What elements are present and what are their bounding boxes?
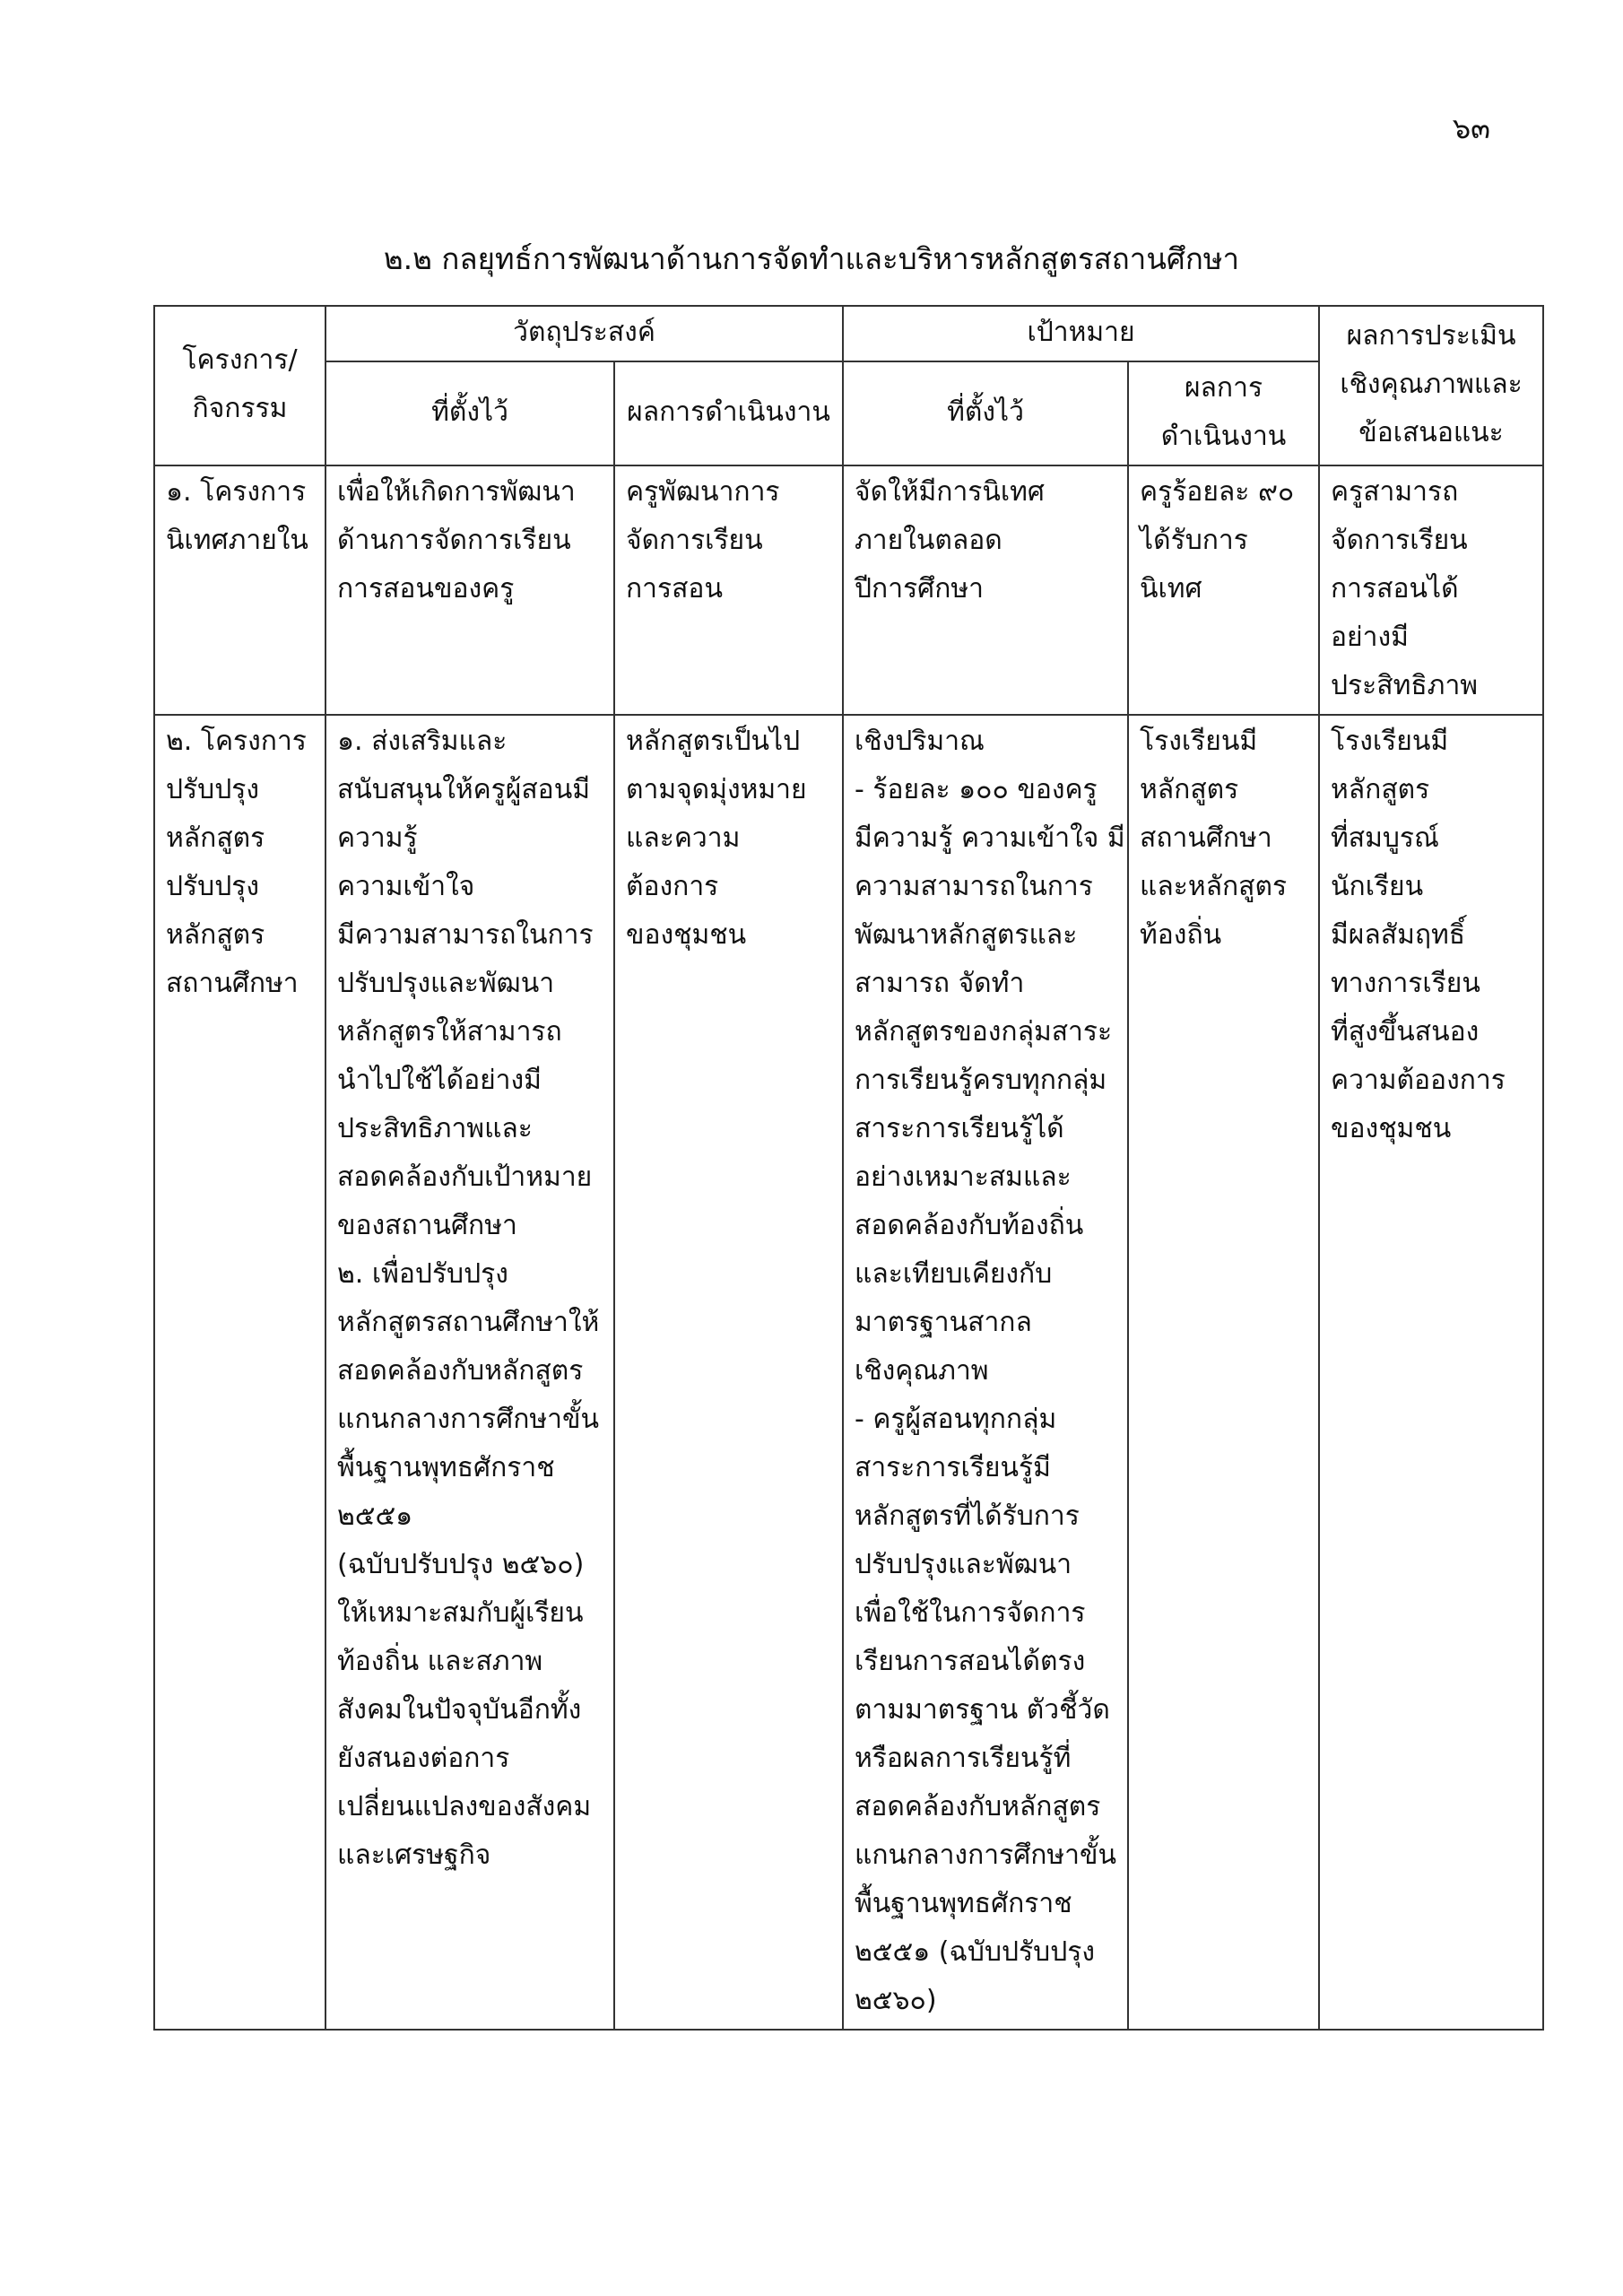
header-objective-result: ผลการดำเนินงาน [614, 361, 843, 465]
objective-set-cell-line: นำไปใช้ได้อย่างมี [337, 1065, 542, 1096]
target-set-cell-line: จัดให้มีการนิเทศ [855, 476, 1045, 508]
project-cell-line: หลักสูตร [166, 822, 265, 854]
objective-set-cell-line: เปลี่ยนแปลงของสังคม [337, 1791, 592, 1822]
table-row [154, 715, 1543, 2030]
target-set-cell-line: ความสามารถในการ [855, 871, 1093, 902]
target-set-cell-line: แกนกลางการศึกษาขั้น [855, 1839, 1117, 1871]
objective-set-cell-line: ๑. ส่งเสริมและ [337, 726, 508, 757]
evaluation-cell-line: ที่สูงขึ้นสนอง [1331, 1016, 1480, 1048]
project-cell-line: ปรับปรุง [166, 774, 260, 805]
objective-set-cell-line: ความรู้ [337, 822, 418, 854]
target-set-cell [843, 465, 1128, 715]
evaluation-cell-line: อย่างมี [1331, 622, 1409, 653]
header-row-1 [154, 306, 1543, 361]
target-set-cell-line: และเทียบเคียงกับ [855, 1258, 1053, 1290]
header-target-set: ที่ตั้งไว้ [843, 361, 1128, 465]
evaluation-cell-line: ประสิทธิภาพ [1331, 670, 1479, 701]
target-result-cell-line: โรงเรียนมี [1140, 726, 1258, 757]
evaluation-cell [1319, 465, 1543, 715]
header-target-result-line: ผลการ [1184, 372, 1263, 404]
target-set-cell-line: หลักสูตรของกลุ่มสาระ [855, 1016, 1113, 1048]
objective-set-cell-line: เพื่อให้เกิดการพัฒนา [337, 476, 576, 508]
header-objective-set: ที่ตั้งไว้ [325, 361, 614, 465]
header-project-line: โครงการ/ [182, 344, 298, 376]
project-cell [154, 465, 325, 715]
section-title: ๒.๒ กลยุทธ์การพัฒนาด้านการจัดทำและบริหารหลักสูตรสถานศึกษา [383, 241, 1240, 276]
target-set-cell-line: ภายในตลอด [855, 525, 1002, 556]
objective-result-cell-line: และความ [626, 822, 741, 854]
header-project-line: กิจกรรม [192, 393, 288, 424]
header-evaluation-line: ข้อเสนอแนะ [1358, 417, 1504, 448]
objective-set-cell-line: ความเข้าใจ [337, 871, 475, 902]
objective-result-cell-line: จัดการเรียน [626, 525, 763, 556]
objective-set-cell-line: พื้นฐานพุทธศักราช [337, 1452, 555, 1483]
evaluation-cell-line: การสอนได้ [1331, 573, 1459, 604]
evaluation-cell [1319, 715, 1543, 2030]
evaluation-cell-line: มีผลสัมฤทธิ์ [1331, 919, 1466, 951]
project-cell-line: ๑. โครงการ [166, 476, 307, 508]
target-set-cell-line: เชิงคุณภาพ [855, 1355, 989, 1387]
objective-set-cell-line: ของสถานศึกษา [337, 1210, 517, 1241]
objective-set-cell-line: สอดคล้องกับหลักสูตร [337, 1355, 584, 1387]
objective-set-cell-line: สนับสนุนให้ครูผู้สอนมี [337, 774, 590, 805]
header-target-result-line: ดำเนินงาน [1160, 421, 1287, 452]
evaluation-cell-line: หลักสูตร [1331, 774, 1430, 805]
target-set-cell-line: หรือผลการเรียนรู้ที่ [855, 1743, 1072, 1774]
objective-result-cell-line: ตามจุดมุ่งหมาย [626, 774, 807, 805]
target-set-cell-line: เรียนการสอนได้ตรง [855, 1646, 1086, 1677]
evaluation-cell-line: ที่สมบูรณ์ [1331, 822, 1439, 854]
objective-set-cell-line: มีความสามารถในการ [337, 919, 594, 951]
target-result-cell-line: สถานศึกษา [1140, 822, 1272, 854]
target-result-cell-line: หลักสูตร [1140, 774, 1239, 805]
objective-set-cell [325, 465, 614, 715]
evaluation-cell-line: จัดการเรียน [1331, 525, 1468, 556]
target-result-cell-line: ได้รับการ [1140, 525, 1248, 556]
table-row [154, 465, 1543, 715]
project-cell-line: สถานศึกษา [166, 968, 299, 999]
target-set-cell-line: สอดคล้องกับหลักสูตร [855, 1791, 1101, 1822]
target-set-cell-line: ตามมาตรฐาน ตัวชี้วัด [855, 1694, 1110, 1726]
objective-result-cell-line: ต้องการ [626, 871, 719, 902]
target-set-cell-line: การเรียนรู้ครบทุกกลุ่ม [855, 1065, 1107, 1096]
project-cell-line: หลักสูตร [166, 919, 265, 951]
evaluation-cell-line: โรงเรียนมี [1331, 726, 1449, 757]
target-set-cell-line: เพื่อใช้ในการจัดการ [855, 1597, 1086, 1629]
objective-set-cell-line: หลักสูตรให้สามารถ [337, 1016, 562, 1048]
target-set-cell-line: สอดคล้องกับท้องถิ่น [855, 1210, 1084, 1241]
evaluation-cell-line: นักเรียน [1331, 871, 1424, 902]
objective-result-cell-line: ของชุมชน [626, 919, 747, 951]
target-set-cell-line: เชิงปริมาณ [855, 726, 985, 757]
target-set-cell-line: มาตรฐานสากล [855, 1307, 1032, 1338]
target-result-cell-line: และหลักสูตร [1140, 871, 1288, 902]
objective-result-cell [614, 715, 843, 2030]
project-cell [154, 715, 325, 2030]
target-result-cell-line: นิเทศ [1140, 573, 1202, 604]
target-set-cell-line: ๒๕๕๑ (ฉบับปรับปรุง [855, 1936, 1096, 1968]
target-result-cell [1128, 465, 1319, 715]
target-result-cell-line: ครูร้อยละ ๙๐ [1140, 476, 1295, 508]
target-set-cell-line: มีความรู้ ความเข้าใจ มี [855, 822, 1125, 854]
header-objective-group: วัตถุประสงค์ [325, 306, 843, 361]
target-set-cell-line: พื้นฐานพุทธศักราช [855, 1888, 1072, 1919]
evaluation-cell-line: ความต้อองการ [1331, 1065, 1506, 1096]
strategy-table [153, 305, 1544, 2031]
header-evaluation-line: เชิงคุณภาพและ [1340, 369, 1523, 400]
objective-set-cell-line: สอดคล้องกับเป้าหมาย [337, 1161, 593, 1193]
target-set-cell-line: ปีการศึกษา [855, 573, 985, 604]
objective-set-cell-line: หลักสูตรสถานศึกษาให้ [337, 1307, 600, 1338]
evaluation-cell-line: ทางการเรียน [1331, 968, 1480, 999]
target-set-cell-line: สาระการเรียนรู้ได้ [855, 1113, 1064, 1144]
evaluation-cell-line: ครูสามารถ [1331, 476, 1459, 508]
objective-result-cell-line: ครูพัฒนาการ [626, 476, 780, 508]
target-set-cell-line: สามารถ จัดทำ [855, 968, 1025, 999]
header-evaluation-line: ผลการประเมิน [1346, 320, 1516, 352]
target-set-cell [843, 715, 1128, 2030]
target-set-cell-line: หลักสูตรที่ได้รับการ [855, 1500, 1080, 1532]
objective-result-cell-line: การสอน [626, 573, 723, 604]
header-target-result [1128, 361, 1319, 465]
objective-set-cell-line: ประสิทธิภาพและ [337, 1113, 533, 1144]
page-number: ๖๓ [1452, 111, 1490, 145]
objective-set-cell-line: ยังสนองต่อการ [337, 1743, 510, 1774]
table-body [154, 465, 1543, 2030]
objective-set-cell-line: ๒๕๕๑ [337, 1500, 413, 1532]
objective-set-cell-line: และเศรษฐกิจ [337, 1839, 491, 1871]
evaluation-cell-line: ของชุมชน [1331, 1113, 1452, 1144]
objective-set-cell-line: ๒. เพื่อปรับปรุง [337, 1258, 508, 1290]
objective-set-cell-line: ปรับปรุงและพัฒนา [337, 968, 555, 999]
target-result-cell-line: ท้องถิ่น [1140, 919, 1222, 951]
objective-set-cell-line: สังคมในปัจจุบันอีกทั้ง [337, 1694, 582, 1726]
target-set-cell-line: สาระการเรียนรู้มี [855, 1452, 1051, 1483]
objective-set-cell-line: แกนกลางการศึกษาขั้น [337, 1404, 600, 1435]
project-cell-line: นิเทศภายใน [166, 525, 308, 556]
objective-set-cell-line: การสอนของครู [337, 573, 515, 604]
target-set-cell-line: ปรับปรุงและพัฒนา [855, 1549, 1072, 1580]
target-set-cell-line: - ร้อยละ ๑๐๐ ของครู [855, 774, 1098, 805]
objective-set-cell-line: (ฉบับปรับปรุง ๒๕๖๐) [337, 1549, 585, 1580]
target-set-cell-line: - ครูผู้สอนทุกกลุ่ม [855, 1404, 1057, 1435]
target-set-cell-line: ๒๕๖๐) [855, 1985, 937, 2016]
project-cell-line: ปรับปรุง [166, 871, 260, 902]
target-set-cell-line: อย่างเหมาะสมและ [855, 1161, 1072, 1193]
objective-set-cell [325, 715, 614, 2030]
target-result-cell [1128, 715, 1319, 2030]
header-evaluation [1319, 306, 1543, 465]
objective-set-cell-line: ท้องถิ่น และสภาพ [337, 1646, 543, 1677]
objective-set-cell-line: ให้เหมาะสมกับผู้เรียน [337, 1597, 584, 1629]
objective-set-cell-line: ด้านการจัดการเรียน [337, 525, 571, 556]
header-target-group: เป้าหมาย [843, 306, 1319, 361]
header-project [154, 306, 325, 465]
objective-result-cell [614, 465, 843, 715]
project-cell-line: ๒. โครงการ [166, 726, 307, 757]
target-set-cell-line: พัฒนาหลักสูตรและ [855, 919, 1078, 951]
objective-result-cell-line: หลักสูตรเป็นไป [626, 726, 801, 757]
